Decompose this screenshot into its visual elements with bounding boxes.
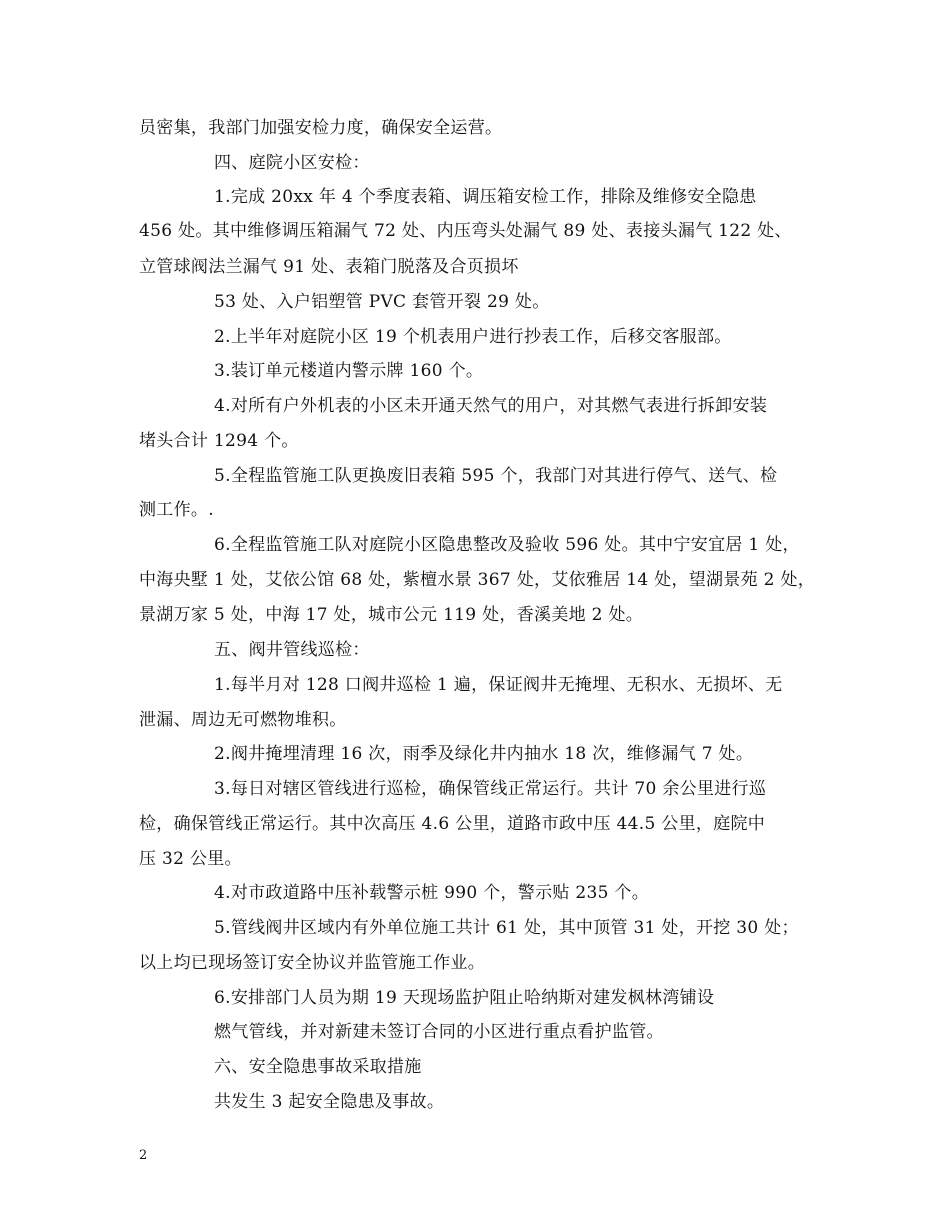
text-line: 压 32 公里。 (139, 849, 242, 869)
text-line: 1.每半月对 128 口阀井巡检 1 遍，保证阀井无掩埋、无积水、无损坏、无 (214, 675, 783, 695)
text-line: 以上均已现场签订安全协议并监管施工作业。 (139, 953, 485, 973)
page-number: 2 (139, 1148, 148, 1163)
text-line: 53 处、入户铝塑管 PVC 套管开裂 29 处。 (214, 292, 550, 312)
text-line: 燃气管线，并对新建未签订合同的小区进行重点看护监管。 (214, 1022, 664, 1042)
text-line: 堵头合计 1294 个。 (139, 431, 299, 451)
text-line: 456 处。其中维修调压箱漏气 72 处、内压弯头处漏气 89 处、表接头漏气 122 处、 (139, 221, 792, 241)
text-line: 立管球阀法兰漏气 91 处、表箱门脱落及合页损坏 (139, 257, 519, 277)
text-line: 2.上半年对庭院小区 19 个机表用户进行抄表工作，后移交客服部。 (214, 327, 732, 347)
section-heading: 五、阀井管线巡检： (214, 640, 370, 660)
text-line: 1.完成 20xx 年 4 个季度表箱、调压箱安检工作，排除及维修安全隐患 (214, 187, 757, 207)
section-heading: 四、庭院小区安检： (214, 153, 370, 173)
section-heading: 六、安全隐患事故采取措施 (214, 1057, 422, 1077)
text-line: 4.对所有户外机表的小区未开通天然气的用户，对其燃气表进行拆卸安装 (214, 396, 768, 416)
text-line: 测工作。. (139, 500, 214, 520)
text-line: 5.全程监管施工队更换废旧表箱 595 个，我部门对其进行停气、送气、检 (214, 466, 778, 486)
text-line: 2.阀井掩埋清理 16 次，雨季及绿化井内抽水 18 次，维修漏气 7 处。 (214, 744, 754, 764)
text-line: 3.装订单元楼道内警示牌 160 个。 (214, 361, 484, 381)
text-line: 4.对市政道路中压补载警示桩 990 个，警示贴 235 个。 (214, 883, 650, 903)
text-line: 中海央墅 1 处，艾依公馆 68 处，紫檀水景 367 处，艾依雅居 14 处，望湖景苑 2 处， (139, 570, 816, 590)
text-line: 6.全程监管施工队对庭院小区隐患整改及验收 596 处。其中宁安宜居 1 处， (214, 535, 800, 555)
text-line: 6.安排部门人员为期 19 天现场监护阻止哈纳斯对建发枫林湾铺设 (214, 988, 715, 1008)
text-line: 泄漏、周边无可燃物堆积。 (139, 710, 347, 730)
text-line: 共发生 3 起安全隐患及事故。 (214, 1092, 445, 1112)
text-line: 5.管线阀井区域内有外单位施工共计 61 处，其中顶管 31 处，开挖 30 处； (214, 918, 799, 938)
text-line: 景湖万家 5 处，中海 17 处，城市公元 119 处，香溪美地 2 处。 (139, 605, 644, 625)
text-line: 3.每日对辖区管线进行巡检，确保管线正常运行。共计 70 余公里进行巡 (214, 779, 767, 799)
text-line: 检，确保管线正常运行。其中次高压 4.6 公里，道路市政中压 44.5 公里，庭院中 (139, 814, 766, 834)
text-line: 员密集，我部门加强安检力度，确保安全运营。 (139, 118, 503, 138)
